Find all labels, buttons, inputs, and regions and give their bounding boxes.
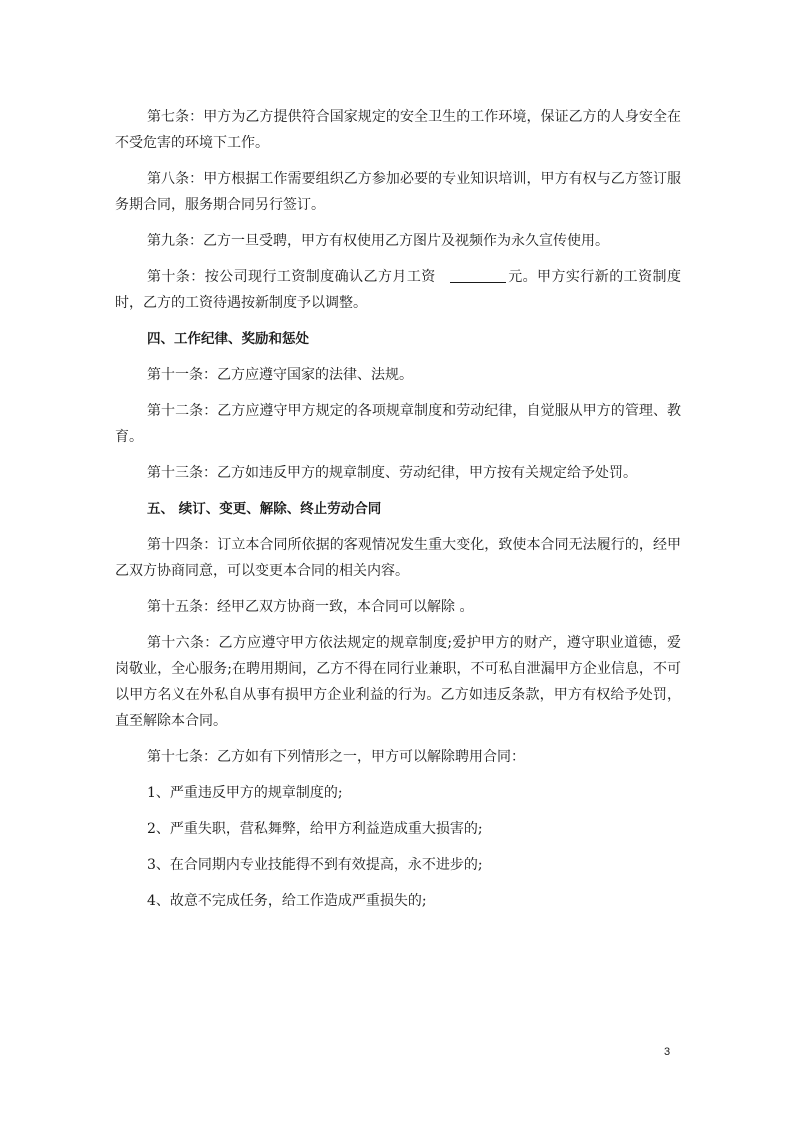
article-14: 第十四条：订立本合同所依据的客观情况发生重大变化，致使本合同无法履行的，经甲乙双方协商同意，可以变更本合同的相关内容。 bbox=[115, 537, 681, 579]
article-10-text-before: 第十条：按公司现行工资制度确认乙方月工资 bbox=[147, 269, 436, 285]
article-9: 第九条：乙方一旦受聘，甲方有权使用乙方图片及视频作为永久宣传使用。 bbox=[147, 233, 609, 249]
article-17: 第十七条：乙方如有下列情形之一，甲方可以解除聘用合同： bbox=[147, 749, 525, 765]
section-4-heading: 四、工作纪律、奖励和惩处 bbox=[147, 331, 309, 347]
article-16: 第十六条：乙方应遵守甲方依法规定的规章制度;爱护甲方的财产，遵守职业道德，爱岗敬业，全心服务;在聘用期间，乙方不得在同行业兼职，不可私自泄漏甲方企业信息，不可以甲方名义在外私自从事有损甲方企业利益的行为。乙方如违反条款，甲方有权给予处罚，直至解除本合同。 bbox=[115, 635, 681, 729]
list-item-4: 4、故意不完成任务，给工作造成严重损失的; bbox=[147, 893, 427, 909]
article-12: 第十二条：乙方应遵守甲方规定的各项规章制度和劳动纪律，自觉服从甲方的管理、教育。 bbox=[115, 403, 681, 445]
article-15: 第十五条：经甲乙双方协商一致，本合同可以解除 。 bbox=[147, 599, 474, 615]
list-item-2: 2、严重失职，营私舞弊，给甲方利益造成重大损害的; bbox=[147, 821, 483, 837]
article-8: 第八条：甲方根据工作需要组织乙方参加必要的专业知识培训，甲方有权与乙方签订服务期合同，服务期合同另行签订。 bbox=[115, 171, 681, 213]
list-item-3: 3、在合同期内专业技能得不到有效提高，永不进步的; bbox=[147, 857, 483, 873]
list-item-1: 1、严重违反甲方的规章制度的; bbox=[147, 785, 343, 801]
article-10-text-after: 元。甲方实行新的工资制度时，乙方的工资待遇按新制度予以调整。 bbox=[115, 269, 681, 311]
section-5-heading: 五、 续订、变更、解除、终止劳动合同 bbox=[147, 501, 382, 517]
page-number: 3 bbox=[664, 1046, 671, 1058]
article-13: 第十三条：乙方如违反甲方的规章制度、劳动纪律，甲方按有关规定给予处罚。 bbox=[147, 465, 637, 481]
article-10 bbox=[115, 264, 681, 316]
document-body bbox=[115, 104, 681, 924]
article-7: 第七条：甲方为乙方提供符合国家规定的安全卫生的工作环境，保证乙方的人身安全在不受危害的环境下工作。 bbox=[115, 109, 681, 151]
article-11: 第十一条：乙方应遵守国家的法律、法规。 bbox=[147, 367, 413, 383]
salary-blank-field bbox=[450, 266, 506, 283]
